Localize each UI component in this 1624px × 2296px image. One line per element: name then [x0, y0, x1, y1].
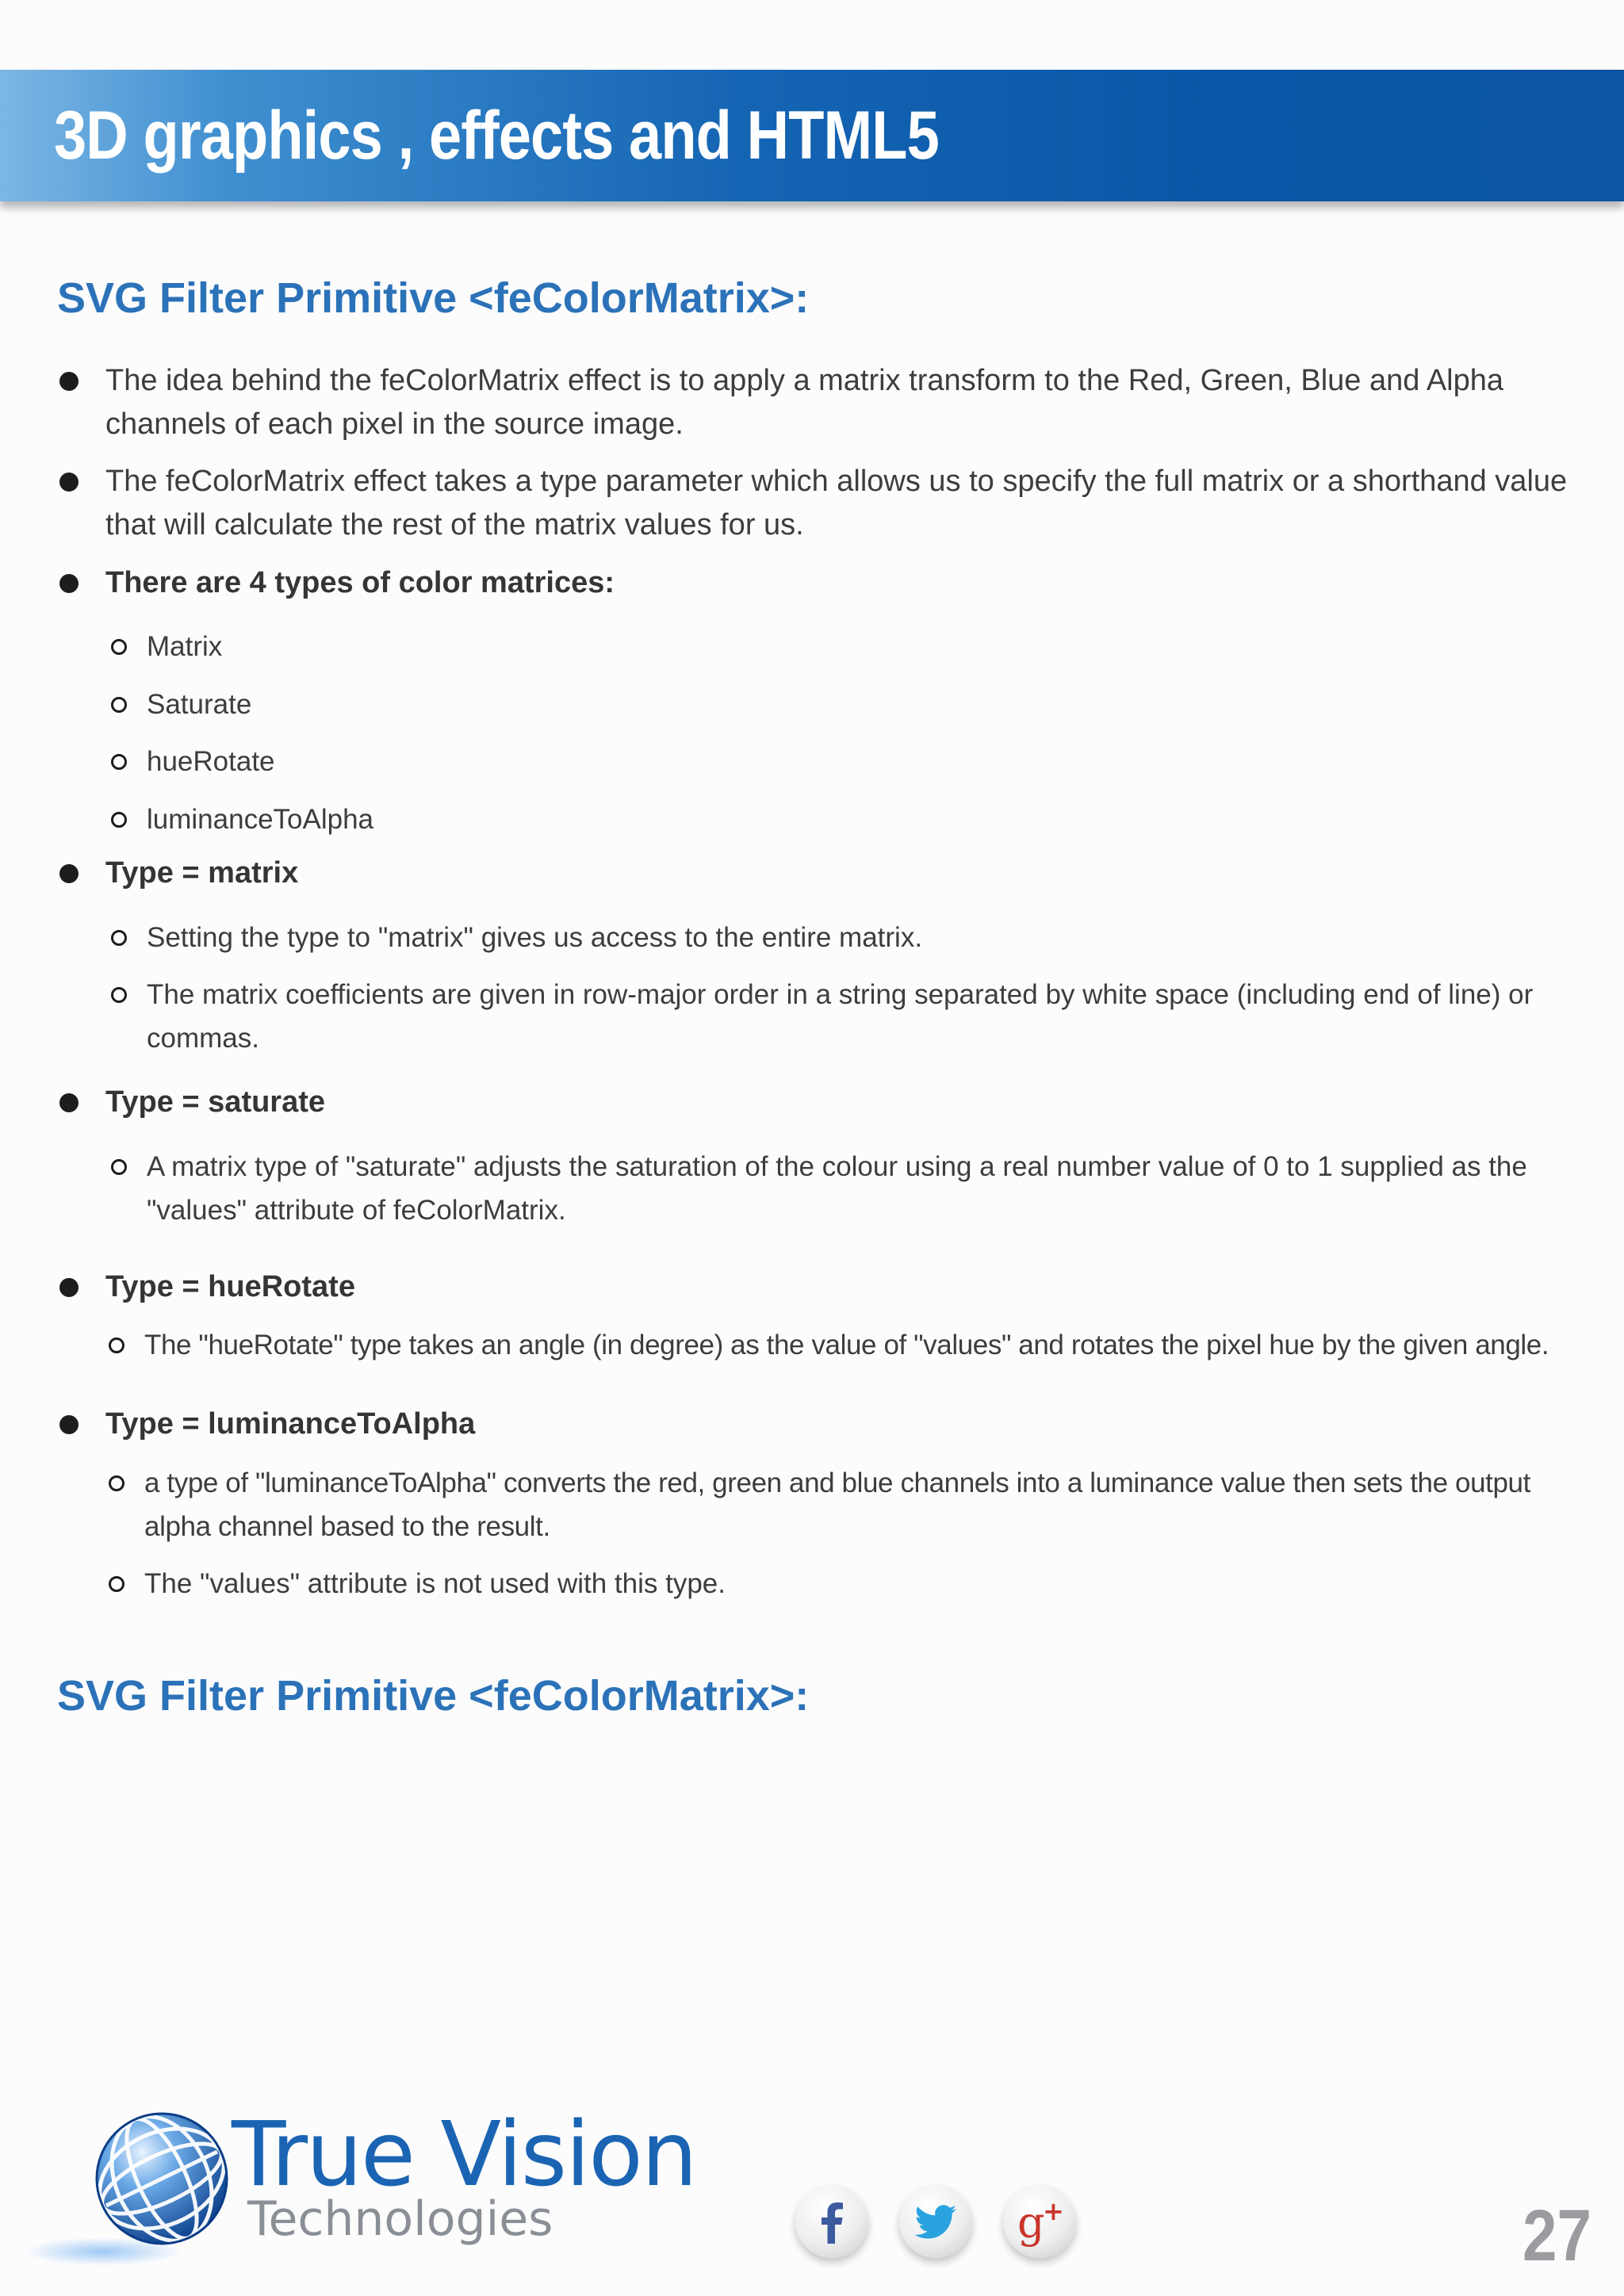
bullet-text: Type = saturate [105, 1085, 326, 1119]
sub-bullet-circle [111, 930, 127, 946]
sub-item [147, 740, 1598, 783]
twitter-glyph [899, 2185, 972, 2258]
title-banner [0, 70, 1624, 201]
svg-text:+: + [1043, 2196, 1064, 2226]
bullet-dot [59, 1278, 79, 1297]
sub-item-text: A matrix type of "saturate" adjusts the saturation of the colour using a real number value of 0 to 1 supplied as the "values" attribute of feColorMatrix. [147, 1151, 1527, 1226]
sub-item [147, 973, 1598, 1060]
bullet-dot [59, 1093, 79, 1112]
bullet-item [105, 561, 1596, 605]
section-heading: SVG Filter Primitive <feColorMatrix>: [57, 1672, 810, 1720]
bullet-item [105, 1402, 1596, 1446]
company-logo [24, 2093, 696, 2283]
bullet-item [105, 1265, 1596, 1309]
page-title: 3D graphics , effects and HTML5 [54, 98, 939, 174]
sub-bullet-circle [111, 754, 127, 770]
bullet-dot [59, 574, 79, 593]
twitter-icon[interactable] [899, 2185, 972, 2258]
sub-bullet-circle [111, 1159, 127, 1175]
sub-bullet-circle [111, 697, 127, 713]
sub-item [147, 798, 1598, 841]
sub-item-text: Matrix [147, 631, 223, 662]
sub-bullet-circle [109, 1576, 124, 1592]
bullet-text: The idea behind the feColorMatrix effect is to apply a matrix transform to the Red, Green, Blue and Alpha channels of each pixel in the source image. [105, 364, 1504, 441]
sub-item-text: Setting the type to "matrix" gives us access to the entire matrix. [147, 922, 923, 953]
sub-bullet-circle [111, 987, 127, 1003]
bullet-item [105, 359, 1596, 446]
bullet-text: Type = matrix [105, 856, 299, 890]
sub-item-text: The matrix coefficients are given in row-major order in a string separated by white space (including end of line) or commas. [147, 979, 1534, 1054]
logo-subtitle: Technologies [247, 2191, 553, 2247]
svg-text:g: g [1017, 2198, 1045, 2248]
sub-bullet-circle [109, 1475, 124, 1491]
bullet-dot [59, 473, 79, 492]
page-number: 27 [1522, 2195, 1591, 2276]
sub-item-text: The "hueRotate" type takes an angle (in degree) as the value of "values" and rotates the pixel hue by the given angle. [144, 1330, 1549, 1360]
bullet-text: Type = hueRotate [105, 1270, 355, 1303]
sub-item-text: The "values" attribute is not used with this type. [144, 1568, 726, 1599]
google-plus-glyph [1003, 2185, 1076, 2258]
sub-item-text: hueRotate [147, 746, 275, 777]
sub-bullet-circle [111, 639, 127, 655]
bullet-dot [59, 864, 79, 883]
section-heading: SVG Filter Primitive <feColorMatrix>: [57, 274, 810, 322]
sub-item [144, 1562, 1595, 1605]
bullet-text: There are 4 types of color matrices: [105, 566, 615, 599]
sub-item-text: luminanceToAlpha [147, 804, 374, 835]
bullet-item [105, 1081, 1596, 1124]
bullet-text: The feColorMatrix effect takes a type parameter which allows us to specify the full matrix or a shorthand value that will calculate the rest of the matrix values for us. [105, 465, 1568, 541]
sub-item [147, 625, 1598, 668]
logo-name: True Vision [232, 2103, 696, 2206]
sub-bullet-circle [111, 812, 127, 828]
bullet-dot [59, 372, 79, 391]
sub-item [144, 1323, 1603, 1367]
bullet-item [105, 460, 1596, 547]
sub-item [144, 1461, 1603, 1548]
globe-icon [94, 2110, 230, 2247]
sub-item [147, 1145, 1598, 1232]
sub-item [147, 916, 1598, 959]
bullet-dot [59, 1415, 79, 1434]
facebook-glyph [795, 2185, 868, 2258]
facebook-icon[interactable] [795, 2185, 868, 2258]
sub-item-text: a type of "luminanceToAlpha" converts the red, green and blue channels into a luminance value then sets the output alpha channel based to the result. [144, 1468, 1530, 1542]
sub-bullet-circle [109, 1337, 124, 1353]
sub-item-text: Saturate [147, 689, 252, 720]
bullet-text: Type = luminanceToAlpha [105, 1407, 476, 1441]
google-plus-icon[interactable] [1003, 2185, 1076, 2258]
bullet-item [105, 851, 1596, 895]
sub-item [147, 683, 1598, 726]
